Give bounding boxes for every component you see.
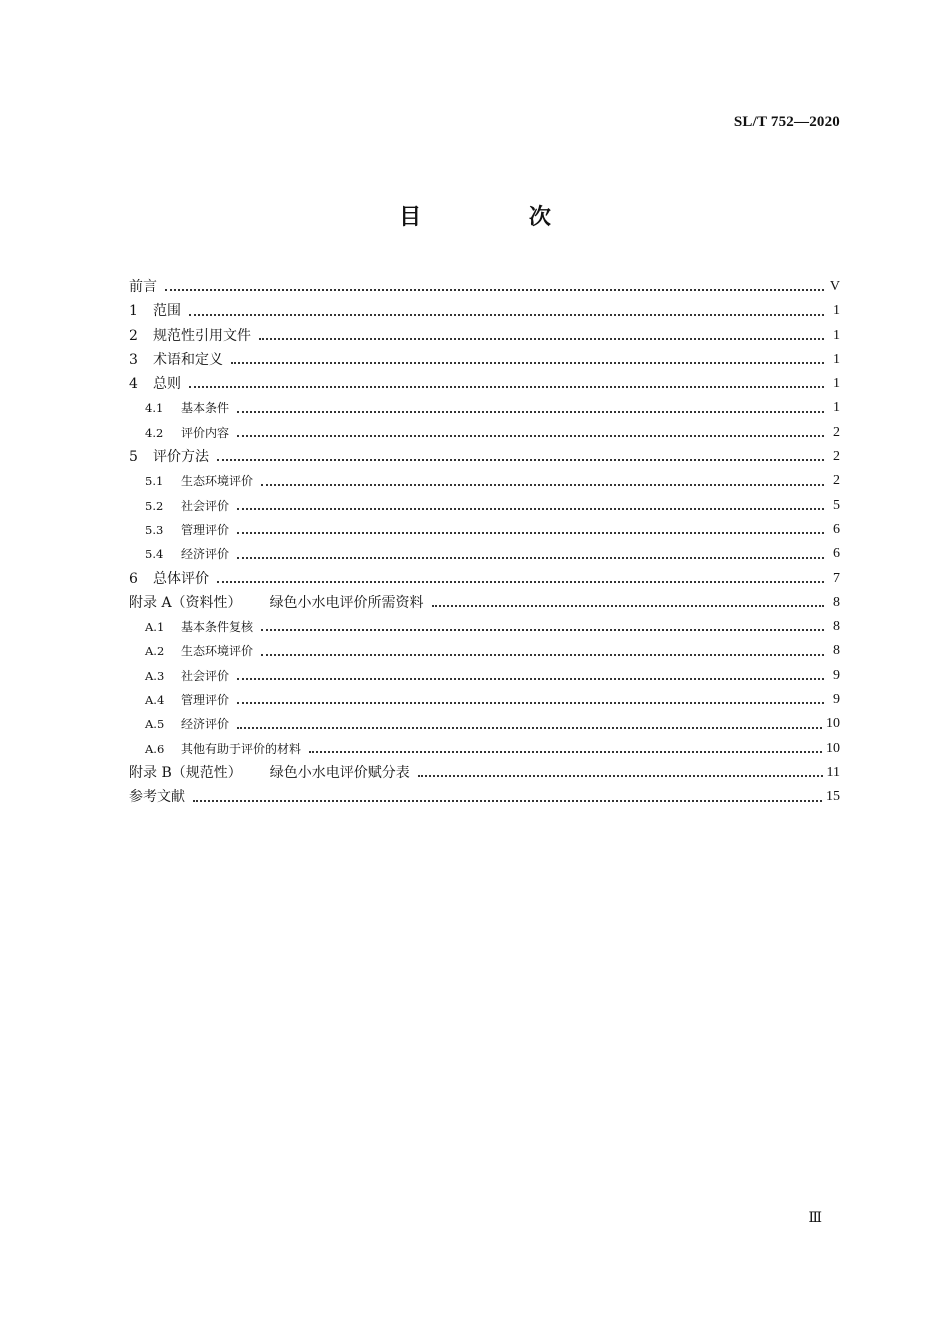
toc-entry-title: 前言	[129, 279, 157, 295]
toc-entry-number: 4	[129, 376, 138, 393]
toc-leader-dots	[259, 469, 826, 493]
toc-entry-title: 总体评价	[153, 570, 209, 587]
toc-entry-page: 2	[833, 449, 840, 465]
toc-entry[interactable]	[129, 324, 840, 348]
toc-entry[interactable]	[129, 567, 840, 591]
toc-entry-page: 10	[826, 716, 840, 732]
toc-entry[interactable]	[129, 615, 840, 639]
toc-leader-dots	[257, 324, 826, 348]
toc-entry[interactable]	[129, 469, 840, 493]
toc-entry-number: 4.2	[145, 425, 164, 440]
toc-entry-page: 7	[833, 570, 840, 586]
toc-entry[interactable]	[129, 688, 840, 712]
toc-entry-title: 管理评价	[181, 522, 230, 537]
toc-entry-number: 1	[129, 303, 138, 320]
toc-leader-dots	[235, 688, 826, 712]
toc-entry-title: 生态环境评价	[181, 644, 254, 659]
toc-entry-page: 2	[833, 473, 840, 489]
toc-entry-title: 其他有助于评价的材料	[181, 741, 302, 756]
toc-entry-title: 参考文献	[129, 789, 185, 806]
toc-entry-page: 6	[833, 521, 840, 537]
toc-entry-title: 管理评价	[181, 693, 230, 708]
toc-entry-number: 5.3	[145, 522, 164, 537]
page-title: 目 次	[399, 205, 601, 230]
toc-entry-page: 1	[833, 376, 840, 392]
toc-leader-dots	[235, 421, 826, 445]
toc-entry-number: 附录 A（资料性）	[129, 594, 242, 611]
toc-entry[interactable]	[129, 712, 840, 736]
toc-entry-title: 社会评价	[181, 498, 230, 513]
toc-entry-title: 社会评价	[181, 668, 230, 683]
toc-entry[interactable]	[129, 445, 840, 469]
toc-entry-number: 6	[129, 570, 138, 587]
toc-leader-dots	[235, 542, 826, 566]
toc-entry[interactable]	[129, 518, 840, 542]
toc-entry-page: 5	[833, 497, 840, 513]
page-number: Ⅲ	[808, 1211, 822, 1226]
toc-entry[interactable]	[129, 761, 840, 785]
toc-entry-title: 评价方法	[153, 449, 209, 466]
toc-entry-page: 11	[826, 764, 840, 780]
toc-leader-dots	[215, 567, 826, 591]
toc-entry-page: 1	[833, 351, 840, 367]
toc-leader-dots	[163, 275, 826, 299]
toc-entry-title: 生态环境评价	[181, 474, 254, 489]
toc-entry-number: 附录 B（规范性）	[129, 764, 242, 781]
toc-leader-dots	[430, 591, 826, 615]
toc-entry-page: 9	[833, 692, 840, 708]
toc-entry[interactable]	[129, 664, 840, 688]
toc-leader-dots	[229, 348, 826, 372]
toc-entry-page: V	[829, 279, 840, 294]
toc-entry-number: 4.1	[145, 401, 164, 416]
toc-entry-page: 1	[833, 400, 840, 416]
toc-entry-page: 6	[833, 546, 840, 562]
toc-leader-dots	[259, 615, 826, 639]
toc-entry-number: 5.4	[145, 547, 164, 562]
toc-leader-dots	[307, 737, 824, 761]
toc-entry-number: A.6	[145, 741, 165, 756]
toc-entry-number: A.4	[145, 693, 165, 708]
toc-entry-number: A.1	[145, 620, 165, 635]
toc-entry-title: 基本条件	[181, 401, 230, 416]
toc-entry-page: 8	[833, 594, 840, 610]
toc-entry-title: 术语和定义	[153, 351, 223, 368]
toc-entry[interactable]	[129, 299, 840, 323]
toc-entry-number: 5.1	[145, 474, 164, 489]
toc-entry[interactable]	[129, 639, 840, 663]
toc-entry-number: 2	[129, 327, 138, 344]
table-of-contents	[129, 275, 840, 810]
toc-entry-number: A.3	[145, 668, 165, 683]
toc-entry-page: 8	[833, 619, 840, 635]
toc-entry-title: 经济评价	[181, 547, 230, 562]
toc-entry-number: A.2	[145, 644, 165, 659]
toc-entry-page: 8	[833, 643, 840, 659]
toc-entry-title: 范围	[153, 303, 181, 320]
toc-entry[interactable]	[129, 494, 840, 518]
toc-leader-dots	[259, 639, 826, 663]
toc-entry-title: 评价内容	[181, 425, 230, 440]
toc-leader-dots	[187, 372, 826, 396]
toc-leader-dots	[235, 518, 826, 542]
toc-entry-number: A.5	[145, 717, 165, 732]
standard-code: SL/T 752—2020	[733, 114, 840, 130]
toc-entry-title: 基本条件复核	[181, 620, 254, 635]
toc-leader-dots	[191, 785, 824, 809]
toc-entry-page: 1	[833, 303, 840, 319]
toc-entry-title: 绿色小水电评价赋分表	[269, 764, 410, 781]
toc-entry[interactable]	[129, 542, 840, 566]
toc-entry-title: 经济评价	[181, 717, 230, 732]
toc-entry-number: 3	[129, 351, 138, 368]
toc-entry[interactable]	[129, 421, 840, 445]
toc-entry[interactable]	[129, 737, 840, 761]
toc-leader-dots	[235, 396, 826, 420]
toc-entry-page: 1	[833, 327, 840, 343]
toc-entry-title: 总则	[153, 376, 181, 393]
toc-entry[interactable]	[129, 785, 840, 809]
toc-entry[interactable]	[129, 348, 840, 372]
toc-leader-dots	[215, 445, 826, 469]
toc-entry-page: 10	[826, 740, 840, 756]
toc-leader-dots	[416, 761, 825, 785]
toc-entry-number: 5	[129, 449, 138, 466]
toc-entry-title: 绿色小水电评价所需资料	[269, 594, 424, 611]
toc-entry[interactable]	[129, 396, 840, 420]
toc-entry-page: 9	[833, 667, 840, 683]
toc-leader-dots	[187, 299, 826, 323]
toc-entry[interactable]	[129, 372, 840, 396]
toc-entry-page: 2	[833, 424, 840, 440]
toc-leader-dots	[235, 664, 826, 688]
toc-leader-dots	[235, 712, 824, 736]
toc-entry-page: 15	[826, 789, 840, 805]
toc-entry-title: 规范性引用文件	[153, 327, 251, 344]
toc-entry[interactable]	[129, 275, 840, 299]
toc-entry[interactable]	[129, 591, 840, 615]
toc-leader-dots	[235, 494, 826, 518]
toc-entry-number: 5.2	[145, 498, 164, 513]
